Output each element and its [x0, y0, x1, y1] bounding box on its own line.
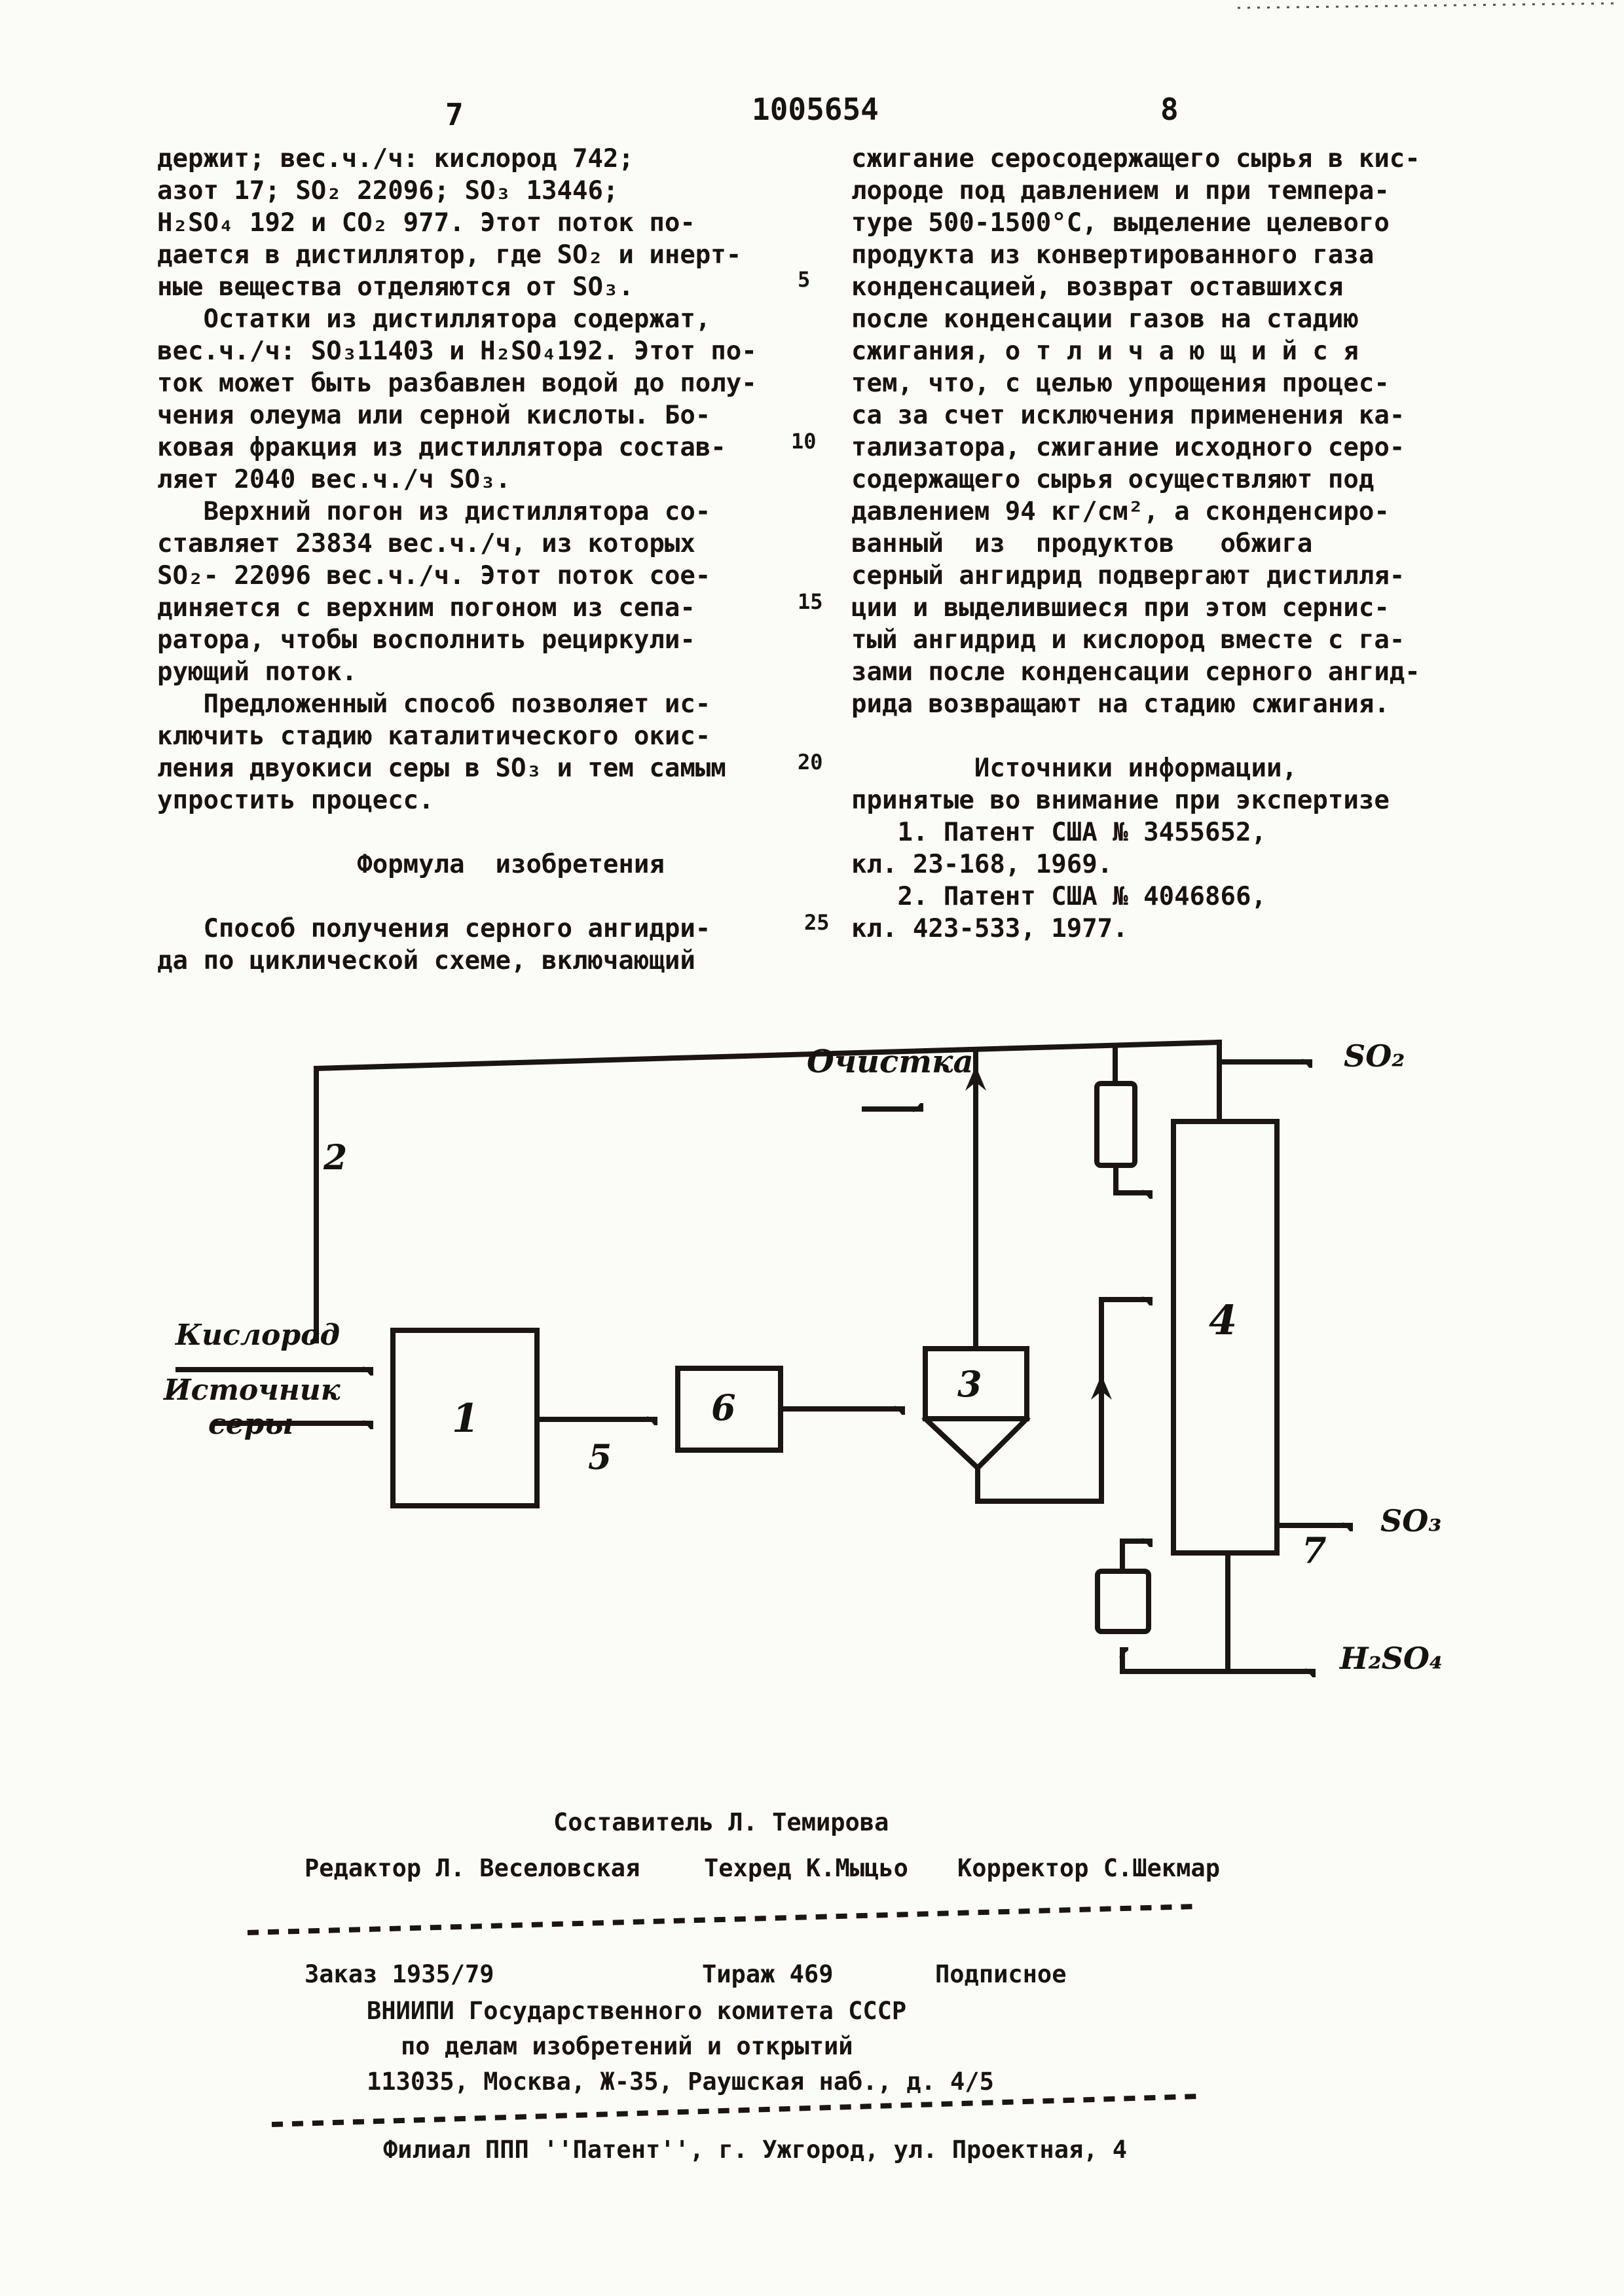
- footer-compiler: Составитель Л. Темирова: [553, 1808, 889, 1836]
- footer-branch: Филиал ППП ''Патент'', г. Ужгород, ул. Проектная, 4: [383, 2136, 1128, 2164]
- text-line: Способ получения серного ангидри-: [157, 914, 711, 943]
- unit1-number: 1: [452, 1396, 479, 1442]
- footer-org-line3: 113035, Москва, Ж-35, Раушская наб., д. 4/5: [367, 2068, 994, 2096]
- text-line: сжигание серосодержащего сырья в кис-: [851, 144, 1420, 173]
- text-line: вес.ч./ч: SO₃11403 и H₂SO₄192. Этот по-: [157, 337, 757, 366]
- unit6-number: 6: [711, 1387, 736, 1429]
- page-number-left: 7: [445, 97, 464, 132]
- text-line: ления двуокиси серы в SO₃ и тем самым: [157, 754, 726, 783]
- footer-order: Заказ 1935/79: [304, 1960, 494, 1988]
- unit3-cone: [925, 1419, 1027, 1468]
- h2so4-stream-label: H₂SO₄: [1340, 1641, 1443, 1676]
- text-line: ванный из продуктов обжига: [851, 529, 1313, 558]
- condenserA-box: [1097, 1084, 1135, 1165]
- sulfur-source-label-line2: серы: [208, 1408, 294, 1441]
- text-line: азот 17; SO₂ 22096; SO₃ 13446;: [157, 176, 619, 206]
- so3-stream-label: SO₃: [1380, 1503, 1442, 1539]
- text-line: 2. Патент США № 4046866,: [851, 882, 1266, 911]
- stream2-number: 2: [323, 1138, 348, 1178]
- separator-bottoms-line: [978, 1300, 1150, 1501]
- sulfur-source-label-line1: Источник: [164, 1374, 341, 1407]
- purge-label: Очистка: [807, 1044, 974, 1080]
- text-line: да по циклической схеме, включающий: [157, 946, 695, 975]
- text-line: давлением 94 кг/см², а сконденсиро-: [851, 497, 1390, 526]
- margin-line-number-10: 10: [791, 429, 817, 454]
- text-line: са за счет исключения применения ка-: [851, 401, 1405, 430]
- margin-line-number-5: 5: [798, 267, 811, 292]
- text-line: SO₂- 22096 вес.ч./ч. Этот поток сое-: [157, 561, 711, 591]
- text-line: H₂SO₄ 192 и CO₂ 977. Этот поток по-: [157, 208, 695, 238]
- footer-org-line1: ВНИИПИ Государственного комитета СССР: [367, 1997, 907, 2025]
- text-line: ные вещества отделяются от SO₃.: [157, 272, 634, 302]
- text-line: зами после конденсации серного ангид-: [851, 657, 1420, 687]
- footer-editor: Редактор Л. Веселовская: [304, 1854, 640, 1882]
- footer-print-run: Тираж 469: [702, 1960, 834, 1988]
- text-line: серный ангидрид подвергают дистилля-: [851, 561, 1405, 591]
- condenserA-return-line: [1116, 1165, 1150, 1193]
- text-line: дается в дистиллятор, где SO₂ и инерт-: [157, 240, 742, 270]
- footer-corrector: Корректор С.Шекмар: [957, 1854, 1220, 1882]
- text-line: сжигания, о т л и ч а ю щ и й с я: [851, 337, 1359, 366]
- reboilerB-return-line: [1122, 1541, 1150, 1571]
- text-line: чения олеума или серной кислоты. Бо-: [157, 401, 711, 430]
- text-line: 1. Патент США № 3455652,: [851, 818, 1266, 847]
- text-line: после конденсации газов на стадию: [851, 304, 1359, 334]
- oxygen-label: Кислород: [175, 1319, 341, 1352]
- unit3-number: 3: [957, 1363, 982, 1405]
- text-line: ратора, чтобы восполнить рециркули-: [157, 625, 695, 655]
- text-line: ставляет 23834 вес.ч./ч, из которых: [157, 529, 695, 558]
- margin-line-number-15: 15: [798, 589, 823, 614]
- footer-subscription: Подписное: [935, 1960, 1067, 1988]
- text-line: ции и выделившиеся при этом сернис-: [851, 593, 1390, 623]
- margin-line-number-25: 25: [804, 910, 830, 935]
- text-line: держит; вес.ч./ч: кислород 742;: [157, 144, 634, 173]
- text-line: ковая фракция из дистиллятора состав-: [157, 433, 726, 462]
- text-line: принятые во внимание при экспертизе: [851, 786, 1390, 815]
- text-line: кл. 423-533, 1977.: [851, 914, 1128, 943]
- text-line: ляет 2040 вес.ч./ч SO₃.: [157, 465, 511, 494]
- text-line: ключить стадию каталитического окис-: [157, 721, 711, 751]
- text-line: конденсацией, возврат оставшихся: [851, 272, 1344, 302]
- text-line: Предложенный способ позволяет ис-: [157, 689, 711, 719]
- page-number-right: 8: [1160, 92, 1179, 127]
- text-line: тый ангидрид и кислород вместе с га-: [851, 625, 1405, 655]
- text-line: продукта из конвертированного газа: [851, 240, 1375, 270]
- text-line: упростить процесс.: [157, 786, 434, 815]
- stream7-number: 7: [1302, 1529, 1327, 1571]
- text-line: кл. 23-168, 1969.: [851, 850, 1113, 879]
- footer-org-line2: по делам изобретений и открытий: [401, 2032, 853, 2060]
- footer-techred: Техред К.Мыцьо: [704, 1854, 908, 1882]
- text-line: тализатора, сжигание исходного серо-: [851, 433, 1405, 462]
- text-line: Формула изобретения: [157, 850, 665, 879]
- text-line: Верхний погон из дистиллятора со-: [157, 497, 711, 526]
- recycle-line-top: [316, 1042, 1219, 1068]
- text-line: ток может быть разбавлен водой до полу-: [157, 369, 757, 398]
- text-line: лороде под давлением и при темпера-: [851, 176, 1390, 206]
- text-line: Остатки из дистиллятора содержат,: [157, 304, 711, 334]
- so2-stream-label: SO₂: [1344, 1038, 1405, 1074]
- text-line: диняется с верхним погоном из сепа-: [157, 593, 695, 623]
- margin-line-number-20: 20: [798, 750, 823, 774]
- unit4-number: 4: [1209, 1296, 1238, 1344]
- text-line: рида возвращают на стадию сжигания.: [851, 689, 1390, 719]
- text-line: рующий поток.: [157, 657, 358, 687]
- text-line: тем, что, с целью упрощения процес-: [851, 369, 1390, 398]
- text-line: Источники информации,: [851, 754, 1297, 783]
- text-line: содержащего сырья осуществляют под: [851, 465, 1375, 494]
- text-line: туре 500-1500°С, выделение целевого: [851, 208, 1390, 238]
- patent-number: 1005654: [752, 92, 879, 127]
- stream5-number: 5: [588, 1438, 612, 1478]
- reboilerB-box: [1098, 1571, 1149, 1631]
